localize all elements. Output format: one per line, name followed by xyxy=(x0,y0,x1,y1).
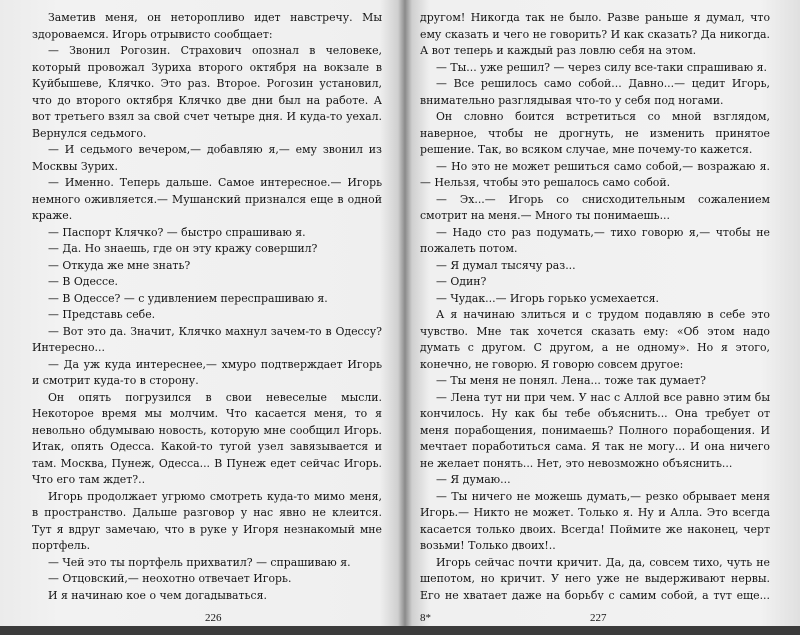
paragraph: — Эх...— Игорь со снисходительным сожалением смотрит на меня.— Много ты понимаешь... xyxy=(420,192,770,222)
paragraph: — Чудак...— Игорь горько усмехается. xyxy=(436,291,659,305)
paragraph: — Да. Но знаешь, где он эту кражу совершил? xyxy=(48,242,318,255)
paragraph: — Один? xyxy=(436,275,487,288)
paragraph: — В Одессе. xyxy=(48,275,119,288)
paragraph: — Лена тут ни при чем. У нас с Аллой все равно этим бы кончилось. Ну как бы тебе объяснить... Она требует от меня порабощения, понимаешь? Полного порабощения. И мечтает поработиться сама. Я так не могу... И она ничего не желает понять... Нет, это невозможно объяснить... xyxy=(420,390,770,470)
paragraph: — Чей это ты портфель прихватил? — спрашиваю я. xyxy=(48,555,351,569)
paragraph: — Да уж куда интереснее,— хмуро подтверждает Игорь и смотрит куда-то в сторону. xyxy=(32,357,382,387)
paragraph: А я начинаю злиться и с трудом подавляю в себе это чувство. Мне так хочется сказать ему: «Об этом надо думать с другом. С другом, а не одному». Но я этого, конечно, не говорю. Я говорю совсем другое: xyxy=(420,308,770,371)
paragraph: — Отцовский,— неохотно отвечает Игорь. xyxy=(48,572,292,585)
paragraph: — Ты... уже решил? — через силу все-таки спрашиваю я. xyxy=(436,60,767,74)
right-page xyxy=(420,10,770,600)
paragraph: — Надо сто раз подумать,— тихо говорю я,— чтобы не пожалеть потом. xyxy=(420,225,770,255)
paragraph: И я начинаю кое о чем догадываться. xyxy=(48,588,267,600)
paragraph: Он словно боится встретиться со мной взглядом, наверное, чтобы не дрогнуть, не изменить принятое решение. Так, во всяком случае, мне почему-то кажется. xyxy=(420,110,770,156)
right-page-number: 227 xyxy=(590,612,607,624)
paragraph: — Но это не может решиться само собой,— возражаю я.— Нельзя, чтобы это решалось само собой. xyxy=(420,159,770,189)
paragraph: — Ты ничего не можешь думать,— резко обрывает меня Игорь.— Никто не может. Только я. Ну и Алла. Это всегда касается только двоих. Всегда! Поймите же наконец, черт возьми! Только двоих!.. xyxy=(420,489,770,552)
paragraph: Игорь сейчас почти кричит. Да, да, совсем тихо, чуть не шепотом, но кричит. У него уже не выдерживают нервы. Его не хватает даже на борьбу с самим собой, а тут еще... xyxy=(420,555,770,600)
paragraph: — Все решилось само собой... Давно...— цедит Игорь, внимательно разглядывая что-то у себя под ногами. xyxy=(420,77,770,107)
paragraph: — Паспорт Клячко? — быстро спрашиваю я. xyxy=(48,225,306,239)
paragraph: другом! Никогда так не было. Разве раньше я думал, что ему сказать и чего не говорить? И как сказать? Да никогда. А вот теперь и каждый раз ловлю себя на этом. xyxy=(420,11,770,57)
paragraph: — Откуда же мне знать? xyxy=(48,258,191,272)
scan-bottom-edge xyxy=(0,626,800,635)
paragraph: — Именно. Теперь дальше. Самое интересное.— Игорь немного оживляется.— Мушанский признался еще в одной краже. xyxy=(32,176,382,222)
left-page xyxy=(32,10,382,600)
paragraph: — Звонил Рогозин. Страхович опознал в человеке, который провожал Зуриха второго октября на вокзале в Куйбышеве, Клячко. Это раз. Второе. Рогозин установил, что до второго октября Клячко две дни был на работе. А вот третьего взял за свой счет четыре дня. И куда-то уехал. Вернулся седьмого. xyxy=(32,44,382,140)
paragraph: — Представь себе. xyxy=(48,308,156,321)
paragraph: Игорь продолжает угрюмо смотреть куда-то мимо меня, в пространство. Дальше разговор у нас явно не клеится. Тут я вдруг замечаю, что в руке у Игоря незнакомый мне портфель. xyxy=(32,489,382,552)
left-page-number: 226 xyxy=(205,612,222,624)
paragraph: — И седьмого вечером,— добавляю я,— ему звонил из Москвы Зурих. xyxy=(32,143,382,173)
paragraph: — Я думал тысячу раз... xyxy=(436,258,576,272)
paragraph: — В Одессе? — с удивлением переспрашиваю я. xyxy=(48,291,328,305)
paragraph: — Вот это да. Значит, Клячко махнул зачем-то в Одессу? Интересно... xyxy=(32,324,382,354)
paragraph: Заметив меня, он неторопливо идет навстречу. Мы здороваемся. Игорь отрывисто сообщает: xyxy=(32,11,382,41)
paragraph: Он опять погрузился в свои невеселые мысли. Некоторое время мы молчим. Что касается меня, то я невольно обдумываю новость, которую мне сообщил Игорь. Итак, опять Одесса. Какой-то тугой узел завязывается и там. Москва, Пунеж, Одесса... В Пунеж едет сейчас Игорь. Что его там ждет?.. xyxy=(32,390,382,486)
paragraph: — Ты меня не понял. Лена... тоже так думает? xyxy=(436,374,707,387)
paragraph: — Я думаю... xyxy=(436,473,511,486)
signature-mark: 8* xyxy=(420,612,431,624)
